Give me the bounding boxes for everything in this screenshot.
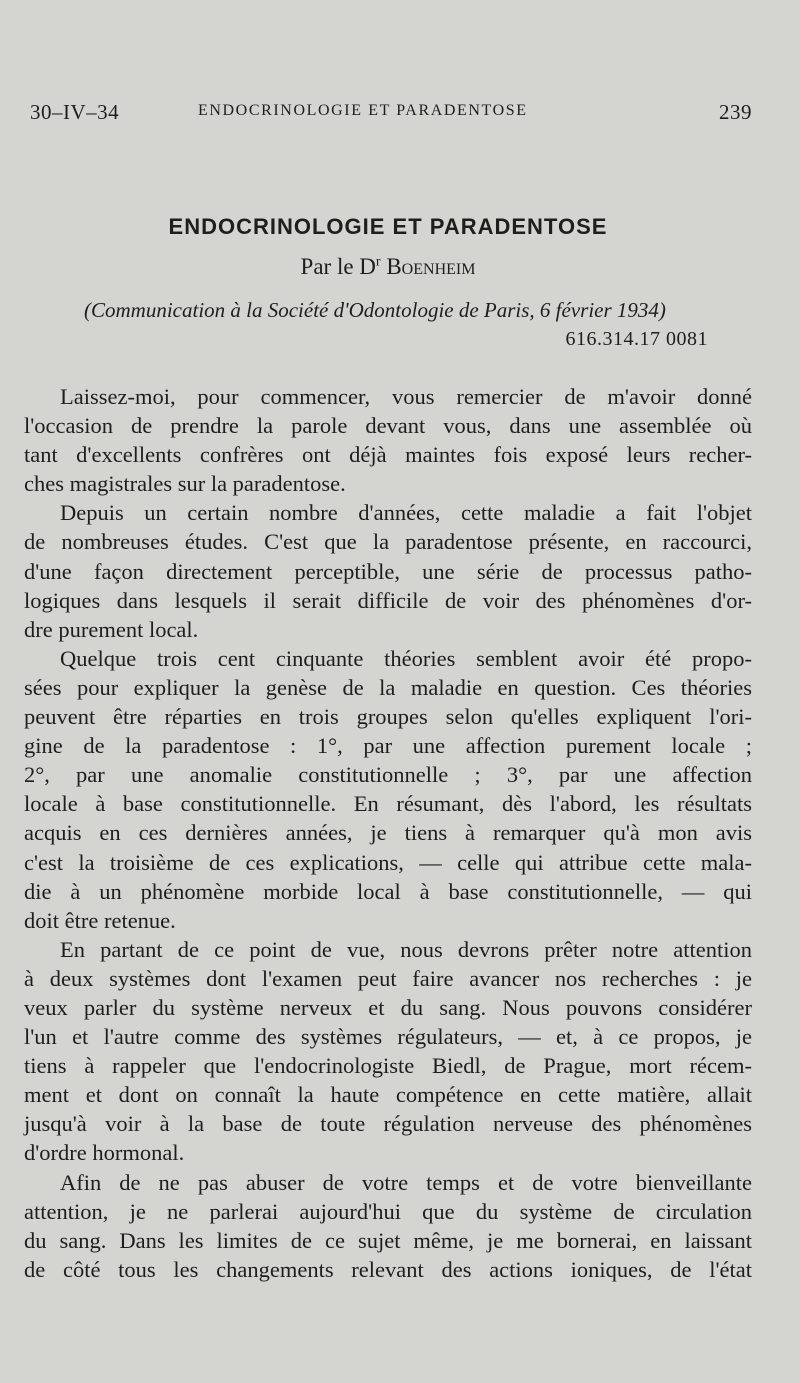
- body-line: l'occasion de prendre la parole devant vous, dans une assemblée où: [24, 413, 752, 439]
- body-line: d'ordre hormonal.: [24, 1140, 185, 1166]
- body-line: Quelque trois cent cinquante théories semblent avoir été propo-: [60, 645, 752, 671]
- body-line: sées pour expliquer la genèse de la maladie en question. Ces théories: [24, 674, 752, 700]
- body-line: d'une façon directement perceptible, une série de processus patho-: [24, 558, 752, 584]
- body-line: peuvent être réparties en trois groupes selon qu'elles expliquent l'ori-: [24, 704, 752, 730]
- running-head-title: ENDOCRINOLOGIE ET PARADENTOSE: [198, 102, 528, 119]
- body-line: de nombreuses études. C'est que la paradentose présente, en raccourci,: [24, 529, 752, 555]
- body-line: Laissez-moi, pour commencer, vous remercier de m'avoir donné: [60, 384, 752, 409]
- body-line: tiens à rappeler que l'endocrinologiste Biedl, de Prague, mort récem-: [24, 1053, 752, 1079]
- body-line: dre purement local.: [24, 616, 199, 642]
- body-line: du sang. Dans les limites de ce sujet même, je me bornerai, en laissant: [24, 1227, 752, 1253]
- body-line: l'un et l'autre comme des systèmes régulateurs, — et, à ce propos, je: [24, 1024, 752, 1050]
- body-line: doit être retenue.: [24, 907, 176, 933]
- body-line: En partant de ce point de vue, nous devrons prêter notre attention: [60, 936, 752, 962]
- body-line: Depuis un certain nombre d'années, cette maladie a fait l'objet: [60, 500, 752, 526]
- author-name: Boenheim: [386, 254, 476, 279]
- body-line: ment et dont on connaît la haute compétence en cette matière, allait: [24, 1082, 752, 1108]
- body-line: acquis en ces dernières années, je tiens à remarquer qu'à mon avis: [24, 820, 752, 846]
- body-line: c'est la troisième de ces explications, — celle qui attribue cette mala-: [24, 849, 752, 875]
- byline-prefix: Par le D: [300, 254, 376, 279]
- body-line: tant d'excellents confrères ont déjà maintes fois exposé leurs recher-: [24, 442, 752, 468]
- byline-sup: r: [375, 254, 381, 270]
- body-line: attention, je ne parlerai aujourd'hui que du système de circulation: [24, 1198, 752, 1224]
- body-line: de côté tous les changements relevant des actions ioniques, de l'état: [24, 1256, 752, 1282]
- classification-number: 616.314.17 0081: [565, 328, 708, 350]
- running-head-date: 30–IV–34: [30, 100, 120, 124]
- body-line: jusqu'à voir à la base de toute régulation nerveuse des phénomènes: [24, 1111, 752, 1137]
- body-line: 2°, par une anomalie constitutionnelle ; 3°, par une affection: [24, 762, 752, 788]
- body-line: logiques dans lesquels il serait difficile de voir des phénomènes d'or-: [24, 587, 752, 613]
- running-head: [30, 100, 752, 132]
- page-number: 239: [719, 100, 752, 124]
- article-title: ENDOCRINOLOGIE ET PARADENTOSE: [168, 214, 608, 239]
- article-body: [24, 382, 752, 1284]
- body-line: Afin de ne pas abuser de votre temps et de votre bienveillante: [60, 1169, 752, 1195]
- communication-note: (Communication à la Société d'Odontologie de Paris, 6 février 1934): [84, 298, 666, 322]
- body-line: gine de la paradentose : 1°, par une affection purement locale ;: [24, 733, 752, 759]
- body-line: à deux systèmes dont l'examen peut faire avancer nos recherches : je: [24, 965, 752, 991]
- byline: [0, 254, 776, 280]
- body-line: ches magistrales sur la paradentose.: [24, 471, 346, 497]
- body-line: die à un phénomène morbide local à base constitutionnelle, — qui: [24, 878, 752, 904]
- body-line: locale à base constitutionnelle. En résumant, dès l'abord, les résultats: [24, 791, 752, 817]
- body-line: veux parler du système nerveux et du sang. Nous pouvons considérer: [24, 994, 752, 1020]
